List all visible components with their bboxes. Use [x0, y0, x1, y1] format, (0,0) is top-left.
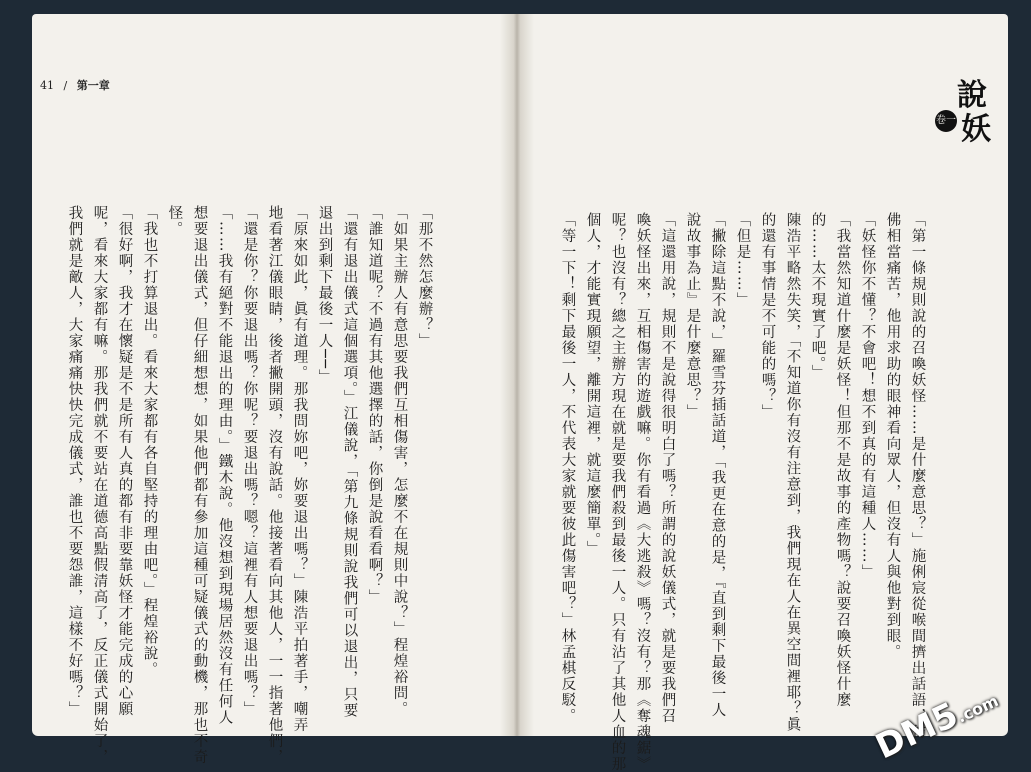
- text-line: 「那不然怎麼辦？」: [416, 205, 433, 349]
- logo-title-top: 說: [957, 78, 987, 113]
- text-line: 「這還用說，規則不是說得很明白了嗎？所謂的說妖儀式，就是要我們召: [659, 212, 676, 724]
- text-line: 「誰知道呢？不過有其他選擇的話，你倒是說看看啊？」: [366, 205, 383, 605]
- watermark-suffix: .com: [954, 691, 1002, 727]
- text-line: 我們就是敵人，大家痛痛快快完成儀式，誰也不要怨誰，這樣不好嗎？」: [66, 205, 83, 717]
- text-line: 「原來如此，眞有道理。那我問妳吧，妳要退出嗎？」陳浩平拍著手，嘲弄: [291, 205, 308, 733]
- page-number: 41: [40, 79, 54, 92]
- text-line: 「妖怪你不懂？不會吧！想不到真的有這種人……」: [859, 212, 876, 580]
- text-line: 「還是你？你要退出嗎？你呢？要退出嗎？嗯？這裡有人想要退出嗎？」: [241, 205, 258, 717]
- text-line: 喚妖怪出來，互相傷害的遊戲嘛。你有看過《大逃殺》嗎？沒有？那《奪魂鋸》: [634, 212, 651, 772]
- volume-badge: 卷一: [935, 110, 957, 132]
- chapter-title: 第一章: [76, 79, 110, 92]
- text-line: 想要退出儀式，但仔細想想，如果他們都有參加這種可疑儀式的動機，那也不奇: [191, 205, 208, 765]
- text-line: 「等一下！剩下最後一人，不代表大家就要彼此傷害吧？」林孟棋反駁。: [559, 212, 576, 724]
- text-line: 個人，才能實現願望，離開這裡，就這麼簡單。」: [584, 212, 601, 557]
- text-line: 的……太不現實了吧。」: [809, 212, 826, 381]
- text-line: 「我也不打算退出。看來大家都有各自堅持的理由吧。」程煌裕說。: [141, 205, 158, 678]
- text-line: 退出到剩下最後一人──」: [316, 205, 333, 386]
- book-gutter: [500, 14, 534, 736]
- text-line: 呢？也沒有？總之主辦方現在就是要我們殺到最後一人。只有沾了其他人血的那: [609, 212, 626, 772]
- text-line: 「第一條規則說的召喚妖怪……是什麼意思？」施俐宸從喉間擠出話語，彷: [909, 212, 926, 740]
- text-line: 呢，看來大家都有嘛。那我們就不要站在道德高點假清高了，反正儀式開始了，: [91, 205, 108, 765]
- text-line: 「還有退出儀式這個選項。」江儀說，「第九條規則說我們可以退出，只要: [341, 205, 358, 719]
- text-line: 怪。: [166, 205, 183, 237]
- text-line: 的還有事情是不可能的嗎？」: [759, 212, 776, 420]
- text-line: 「很好啊，我才在懷疑是不是所有人真的都有非要靠妖怪才能完成的心願: [116, 205, 133, 717]
- book-logo: [935, 70, 995, 190]
- text-line: 「但是……」: [734, 212, 751, 308]
- text-line: 陳浩平略然失笑，「不知道你有沒有注意到，我們現在人在異空間裡耶？眞: [784, 212, 801, 733]
- text-line: 「我當然知道什麼是妖怪！但那不是故事的產物嗎？說要召喚妖怪什麼: [834, 212, 851, 708]
- text-line: 「如果主辦人有意思要我們互相傷害，怎麼不在規則中說？」程煌裕問。: [391, 205, 408, 717]
- page-header: [40, 77, 110, 93]
- watermark-main: DM5: [869, 694, 965, 768]
- text-line: 佛相當痛苦，他用求助的眼神看向眾人，但沒有人與他對到眼。: [884, 212, 901, 660]
- text-line: 地看著江儀眼睛，後者撇開頭，沒有說話。他接著看向其他人，一一指著他們，: [266, 205, 283, 765]
- text-line: 說故事為止』是什麼意思？」: [684, 212, 701, 420]
- text-line: 「……我有絕對不能退出的理由。」鐵木說。他沒想到現場居然沒有任何人: [216, 205, 233, 726]
- text-line: 「撇除這點不說，」羅雪芬插話道，「我更在意的是，『直到剩下最後一人: [709, 212, 726, 719]
- logo-title-bottom: 妖: [961, 112, 991, 147]
- header-separator: /: [63, 79, 68, 92]
